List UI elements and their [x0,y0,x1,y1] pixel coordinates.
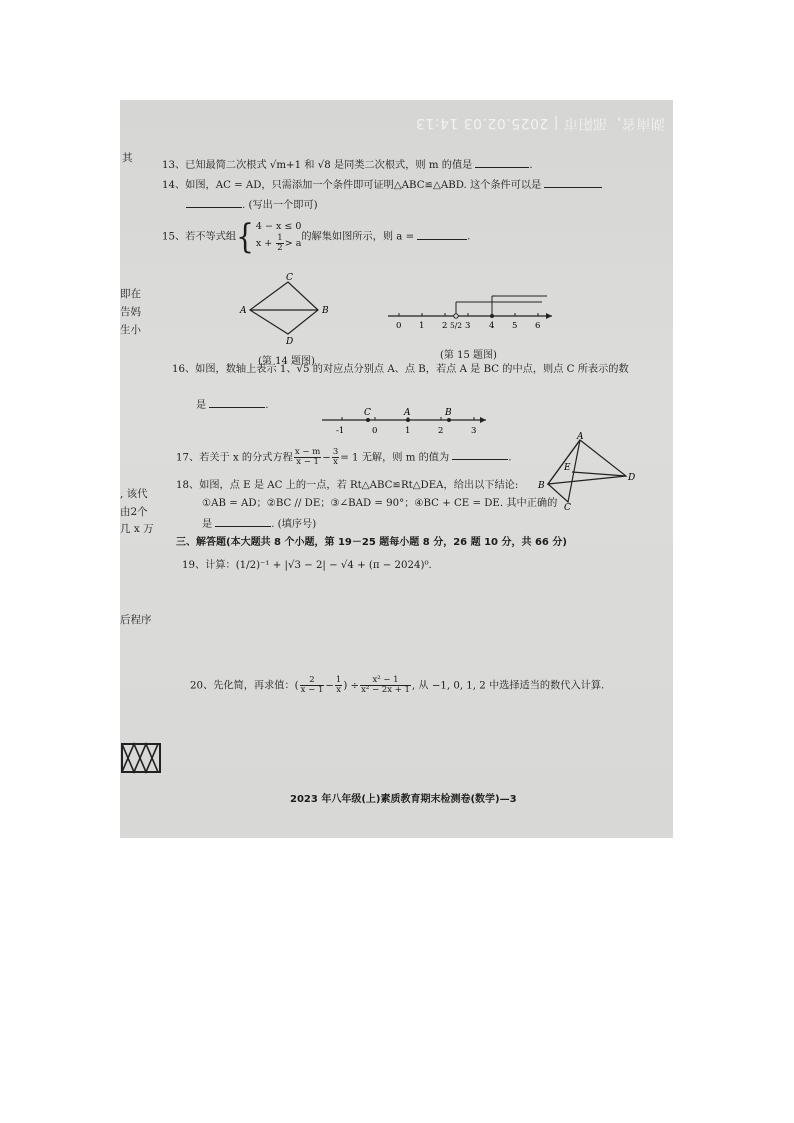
fig16-tick-label: -1 [336,426,345,436]
figure-14-quadrilateral [238,272,338,344]
fig15-tick-label: 5/2 [450,321,463,330]
question-17: 17、若关于 x 的分式方程 $\frac{x - m}{x - 1}$ − $\frac{3}{x}$ = 1 无解，则 m 的值为 . [176,447,512,467]
figure-15-caption: (第 15 题图) [440,350,497,361]
question-18: 18、如图，点 E 是 AC 上的一点，若 Rt△ABC≌Rt△DEA，给出以下结论: [176,480,519,491]
figure-14-caption: (第 14 题图) [258,356,315,367]
question-14-continued: . (写出一个即可) [186,198,318,212]
question-16-continued: 是 . [196,400,269,411]
fig15-tick-label: 5 [512,321,518,331]
section-3-heading: 三、解答题(本大题共 8 个小题，第 19－25 题每小题 8 分，26 题 10 分，共 66 分) [176,537,567,548]
margin-fragment: 告妈 [120,306,141,318]
fig15-tick-label: 6 [535,321,541,331]
fig15-tick-label: 3 [465,321,471,331]
fig15-tick-label: 0 [396,321,402,331]
margin-fragment: 其 [122,152,133,164]
exam-page-photo [120,100,673,838]
margin-fragment: 生小 [120,324,141,336]
margin-fragment: 几 x 万 [120,523,154,535]
fig16-point-a: A [404,408,411,418]
fig16-tick-label: 1 [405,426,411,436]
fig16-point-c: C [364,408,371,418]
fig15-tick-label: 4 [489,321,495,331]
page-footer: 2023 年八年级(上)素质教育期末检测卷(数学)—3 [290,794,517,805]
fig14-label-c: C [286,273,293,283]
question-18-answer-line: 是 . (填序号) [202,519,317,530]
binding-ornament-icon [120,740,162,776]
question-14: 14、如图，AC = AD，只需添加一个条件即可证明△ABC≌△ABD. 这个条件可以是 [162,178,602,192]
question-20: 20、先化简，再求值：( $\frac{2}{x - 1}$ − $\frac{1}{x}$ ) ÷ $\frac{\text{x² − 1}}{\text{x² − 2x + 1}}$ , 从 −1, 0, 1, 2 中选择适当的数代入计算. [190,675,605,695]
margin-fragment: 后程序 [120,614,152,626]
fig15-tick-label: 1 [419,321,425,331]
fig18-label-a: A [577,432,584,442]
fig15-tick-label: 2 [442,321,448,331]
fig16-tick-label: 2 [438,426,444,436]
margin-fragment: 即在 [120,288,141,300]
question-19: 19、计算：(1/2)⁻¹ + |√3 − 2| − √4 + (π − 2024)⁰. [182,560,432,571]
question-13: 13、已知最简二次根式 √m+1 和 √8 是同类二次根式，则 m 的值是 . [162,160,533,171]
fig18-label-e: E [564,463,571,473]
margin-fragment: , 该代 [120,488,148,500]
fig16-tick-label: 3 [471,426,477,436]
fig16-point-b: B [445,408,452,418]
fig14-label-d: D [286,337,294,344]
question-18-continued: ①AB = AD；②BC // DE；③∠BAD = 90°；④BC + CE = DE. 其中正确的 [202,498,558,509]
fig14-label-a: A [240,306,247,316]
question-16: 16、如图，数轴上表示 1、√5 的对应点分别点 A、点 B，若点 A 是 BC 的中点，则点 C 所表示的数 [172,364,629,375]
figure-15-number-line [382,290,560,346]
fig18-label-c: C [564,503,571,512]
fig18-label-d: D [628,473,636,483]
margin-fragment: 由2个 [120,506,148,518]
figure-16-number-line [318,406,492,440]
fig14-label-b: B [322,306,329,316]
fig18-label-b: B [538,481,545,491]
fig16-tick-label: 0 [372,426,378,436]
question-15: 15、若不等式组{ 4 − x ≤ 0 x + $\frac{1}{2}$ > a的解集如图所示，则 a = . [162,216,471,256]
photo-watermark: 湖南省，邵阳市 | 2025.02.03 14:13 [415,115,665,131]
